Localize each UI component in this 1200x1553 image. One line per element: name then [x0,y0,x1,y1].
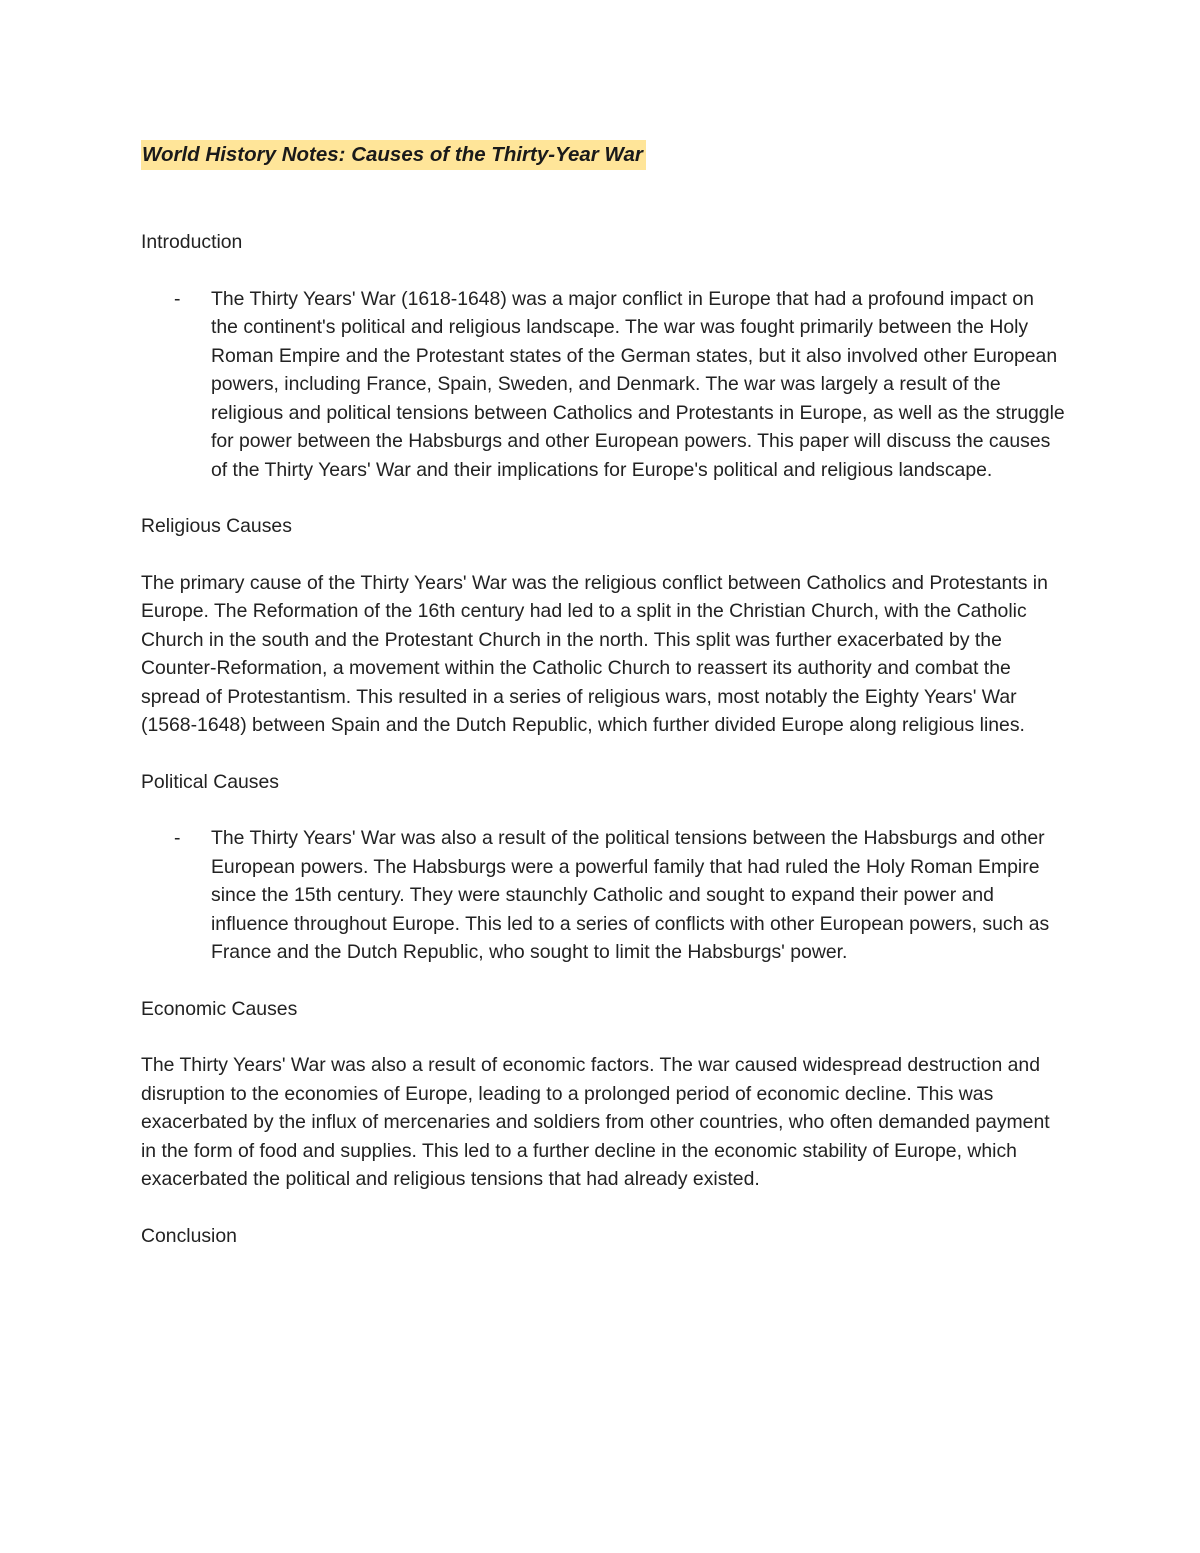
political-bullet-item [141,824,1066,967]
economic-paragraph: The Thirty Years' War was also a result of economic factors. The war caused widespread destruction and disruption to the economies of Europe, leading to a prolonged period of economic decline. This was exacerbated by the influx of mercenaries and soldiers from other countries, who often demanded payment in the form of food and supplies. This led to a further decline in the economic stability of Europe, which exacerbated the political and religious tensions that had already existed. [141,1054,1050,1190]
introduction-bullet-text: The Thirty Years' War (1618-1648) was a major conflict in Europe that had a profound impact on the continent's political and religious landscape. The war was fought primarily between the Holy Roman Empire and the Protestant states of the German states, but it also involved other European powers, including France, Spain, Sweden, and Denmark. The war was largely a result of the religious and political tensions between Catholics and Protestants in Europe, as well as the struggle for power between the Habsburgs and other European powers. This paper will discuss the causes of the Thirty Years' War and their implications for Europe's political and religious landscape. [211,287,1065,481]
section-heading-introduction: Introduction [141,231,243,253]
religious-paragraph: The primary cause of the Thirty Years' War was the religious conflict between Catholics and Protestants in Europe. The Reformation of the 16th century had led to a split in the Christian Church, with the Catholic Church in the south and the Protestant Church in the north. This split was further exacerbated by the Counter-Reformation, a movement within the Catholic Church to reassert its authority and combat the spread of Protestantism. This resulted in a series of religious wars, most notably the Eighty Years' War (1568-1648) between Spain and the Dutch Republic, which further divided Europe along religious lines. [141,571,1048,736]
section-heading-political: Political Causes [141,770,279,793]
document-title: World History Notes: Causes of the Thirty-Year War [141,140,646,170]
bullet-dash-icon: - [174,827,181,849]
document-body [141,140,1066,1250]
section-heading-religious: Religious Causes [141,515,292,537]
section-heading-conclusion: Conclusion [141,1224,237,1247]
bullet-dash-icon: - [174,287,181,310]
political-bullet-text: The Thirty Years' War was also a result of the political tensions between the Habsburgs and other European powers. The Habsburgs were a powerful family that had ruled the Holy Roman Empire since the 15th century. They were staunchly Catholic and sought to expand their power and influence throughout Europe. This led to a series of conflicts with other European powers, such as France and the Dutch Republic, who sought to limit the Habsburgs' power. [211,827,1050,963]
section-heading-economic: Economic Causes [141,997,298,1020]
introduction-bullet-item [141,285,1066,485]
